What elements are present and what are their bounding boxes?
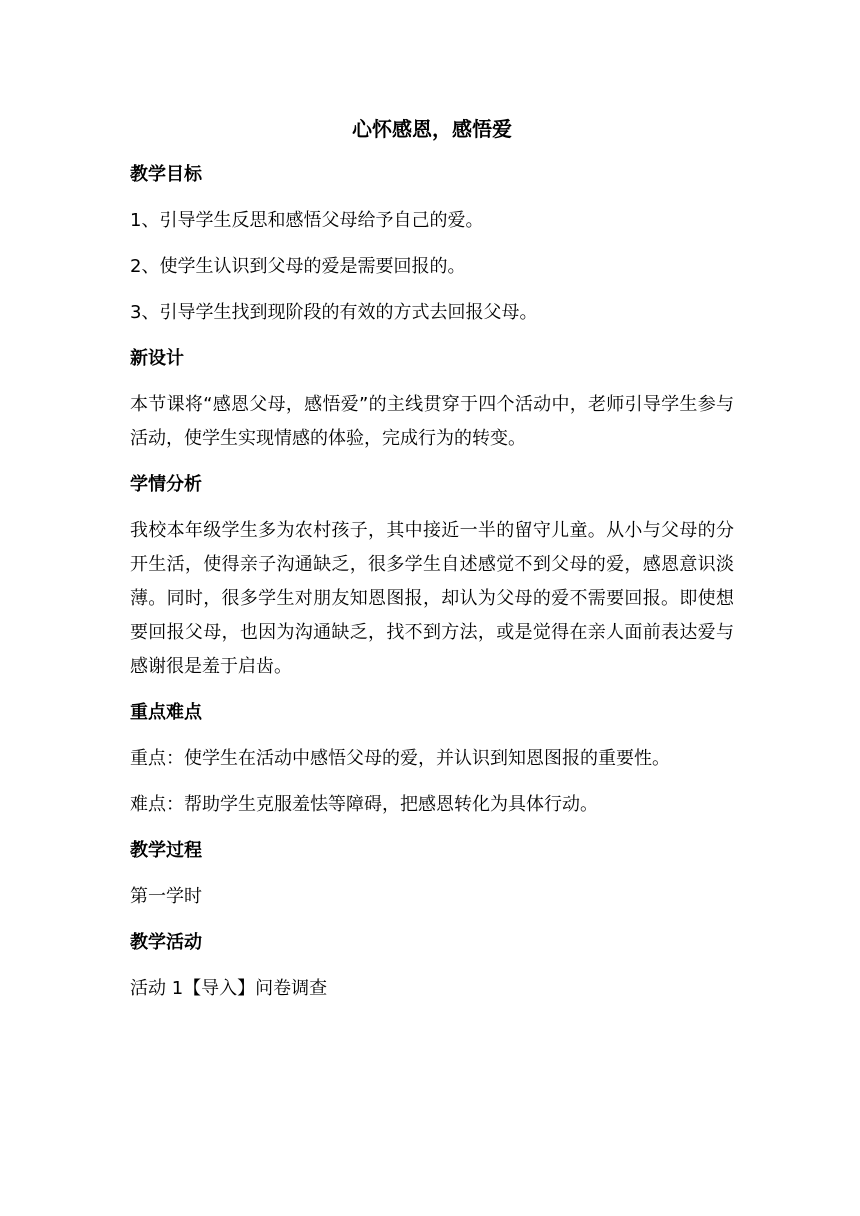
document-page (130, 112, 734, 1018)
section-heading-key-points: 重点难点 (130, 702, 202, 723)
section-heading-objectives: 教学目标 (130, 164, 202, 185)
document-title: 心怀感恩，感悟爱 (352, 117, 512, 141)
objective-item-2: 2、使学生认识到父母的爱是需要回报的。 (130, 256, 466, 277)
section-heading-process: 教学过程 (130, 840, 202, 861)
objective-item-1: 1、引导学生反思和感悟父母给予自己的爱。 (130, 210, 484, 231)
period-line: 第一学时 (130, 886, 202, 907)
key-point-line: 重点：使学生在活动中感悟父母的爱，并认识到知恩图报的重要性。 (130, 748, 670, 769)
section-heading-analysis: 学情分析 (130, 474, 202, 495)
section-heading-activities: 教学活动 (130, 932, 202, 953)
analysis-paragraph: 我校本年级学生多为农村孩子，其中接近一半的留守儿童。从小与父母的分开生活，使得亲子沟通缺乏，很多学生自述感觉不到父母的爱，感恩意识淡薄。同时，很多学生对朋友知恩图报，却认为父母的爱不需要回报。即使想要回报父母，也因为沟通缺乏，找不到方法，或是觉得在亲人面前表达爱与感谢很是羞于启齿。 (130, 520, 734, 677)
objective-item-3: 3、引导学生找到现阶段的有效的方式去回报父母。 (130, 302, 538, 323)
design-paragraph: 本节课将“感恩父母，感悟爱”的主线贯穿于四个活动中，老师引导学生参与活动，使学生实现情感的体验，完成行为的转变。 (130, 394, 734, 449)
difficulty-line: 难点：帮助学生克服羞怯等障碍，把感恩转化为具体行动。 (130, 794, 598, 815)
activity-line-1: 活动 1【导入】问卷调查 (130, 978, 328, 999)
section-heading-design: 新设计 (130, 348, 184, 369)
